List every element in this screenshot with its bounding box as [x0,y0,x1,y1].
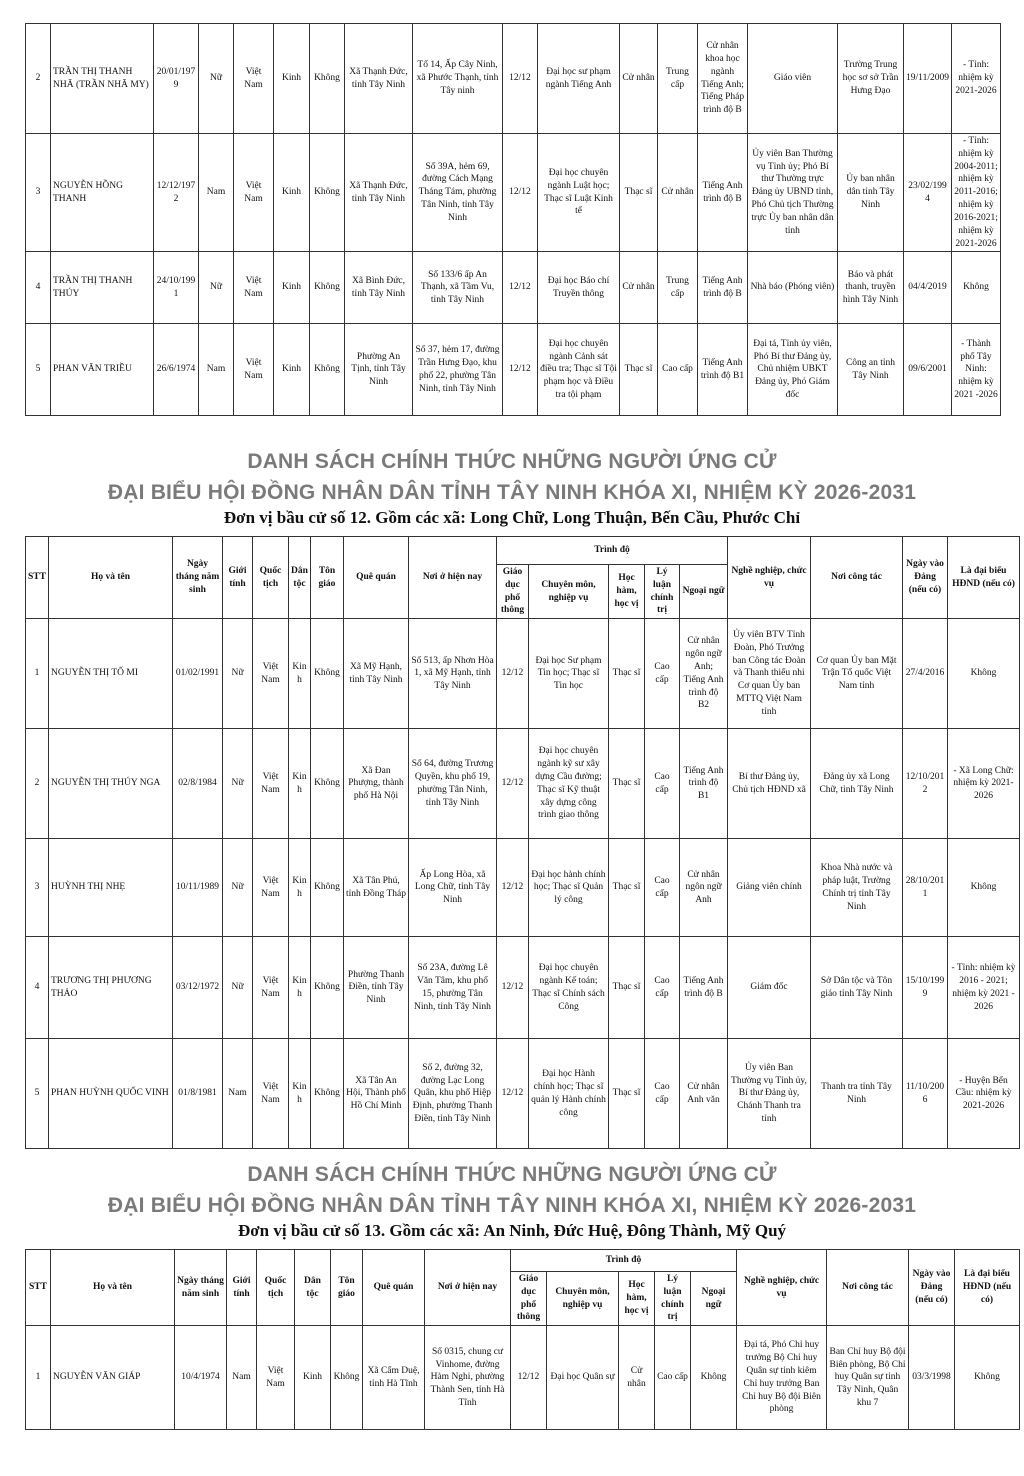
cell: - Huyện Bến Cầu: nhiệm kỳ 2021-2026 [948,1039,1020,1149]
cell: Nữ [199,252,234,324]
cell: Kinh [289,1039,311,1149]
cell: Không [948,839,1020,937]
cell: Cao cấp [645,1039,680,1149]
cell: TRẦN THỊ THANH NHÃ (TRẦN NHÃ MY) [51,24,154,134]
header-stt: STT [26,537,49,619]
section-12-title-line-2: ĐẠI BIỂU HỘI ĐỒNG NHÂN DÂN TỈNH TÂY NINH KHÓA XI, NHIỆM KỲ 2026-2031 [107,481,917,504]
header-party: Ngày vào Đảng (nếu có) [903,537,948,619]
header-education: Trình độ [511,1250,737,1272]
cell: Cử nhân [658,134,698,252]
cell: 2 [26,24,51,134]
cell: 12/12 [497,1039,529,1149]
table-row [26,839,1020,937]
table-row [26,937,1020,1039]
cell: Số 23A, đường Lê Văn Tâm, khu phố 15, phường Tân Ninh, tỉnh Tây Ninh [409,937,497,1039]
header-ethnicity: Dân tộc [289,537,311,619]
cell: 1 [26,1326,51,1430]
cell: Kinh [274,324,310,416]
cell: 03/12/1972 [173,937,223,1039]
cell: Cao cấp [645,937,680,1039]
header-delegate: Là đại biểu HĐND (nếu có) [948,537,1020,619]
cell: Việt Nam [234,134,274,252]
header-specialty: Chuyên môn, nghiệp vụ [529,565,609,619]
cell: 12/12 [503,24,538,134]
cell: Ủy viên Ban Thường vụ Tỉnh ủy; Phó Bí thư Thường trực Đảng ủy UBND tỉnh, Phó Chủ tịch Thường trực Ủy ban nhân dân tỉnh [748,134,838,252]
table-row [26,324,1001,416]
header-nationality: Quốc tịch [253,537,289,619]
cell: TRƯƠNG THỊ PHƯƠNG THẢO [49,937,173,1039]
cell: Tiếng Anh trình độ B [698,252,748,324]
header-residence: Nơi ở hiện nay [425,1250,511,1326]
cell: Không [311,937,344,1039]
cell: Việt Nam [253,619,289,729]
cell: Cao cấp [655,1326,691,1430]
cell: Nữ [223,937,253,1039]
header-workplace: Nơi công tác [827,1250,909,1326]
header-nationality: Quốc tịch [257,1250,295,1326]
cell: Đảng ủy xã Long Chữ, tỉnh Tây Ninh [811,729,903,839]
cell: Tiếng Anh trình độ B [698,134,748,252]
cell: Phường An Tịnh, tỉnh Tây Ninh [345,324,413,416]
cell: 24/10/1991 [154,252,199,324]
cell: - Tỉnh: nhiệm kỳ 2016 - 2021; nhiệm kỳ 2021 - 2026 [948,937,1020,1039]
cell: 11/10/2006 [903,1039,948,1149]
cell: Không [310,24,345,134]
cell: 12/12 [497,937,529,1039]
cell: 12/12 [503,252,538,324]
cell: Đại học Báo chí Truyền thông [538,252,620,324]
cell: NGUYỄN THỊ TỐ MI [49,619,173,729]
cell: Thạc sĩ [609,937,645,1039]
cell: Cơ quan Ủy ban Mặt Trận Tổ quốc Việt Nam tỉnh [811,619,903,729]
cell: Không [310,134,345,252]
cell: Việt Nam [234,324,274,416]
header-dob: Ngày tháng năm sinh [175,1250,227,1326]
cell: Cử nhân khoa học ngành Tiếng Anh; Tiếng Pháp trình độ B [698,24,748,134]
cell: Cao cấp [645,619,680,729]
cell: 12/12 [503,324,538,416]
cell: 20/01/1979 [154,24,199,134]
cell: Không [331,1326,363,1430]
cell: 10/11/1989 [173,839,223,937]
cell: 12/12 [497,619,529,729]
cell: Không [311,1039,344,1149]
cell: Thạc sĩ [609,729,645,839]
cell: Không [311,839,344,937]
cell: Thanh tra tỉnh Tây Ninh [811,1039,903,1149]
cell: Số 64, đường Trương Quyền, khu phố 19, phường Tân Ninh, tỉnh Tây Ninh [409,729,497,839]
cell: Số 37, hẻm 17, đường Trần Hưng Đạo, khu phố 22, phường Tân Ninh, tỉnh Tây Ninh [413,324,503,416]
cell: Đại học chuyên ngành Kế toán; Thạc sĩ Chính sách Công [529,937,609,1039]
cell: Tiếng Anh trình độ B1 [680,729,728,839]
cell: Nam [199,324,234,416]
cell: Không [952,252,1001,324]
cell: Giám đốc [728,937,811,1039]
cell: Sở Dân tộc và Tôn giáo tỉnh Tây Ninh [811,937,903,1039]
header-name: Họ và tên [51,1250,175,1326]
cell: Việt Nam [257,1326,295,1430]
cell: Nam [199,134,234,252]
header-dob: Ngày tháng năm sinh [173,537,223,619]
header-political: Lý luận chính trị [655,1272,691,1326]
cell: PHAN VĂN TRIỀU [51,324,154,416]
cell: 4 [26,937,49,1039]
cell: Việt Nam [253,729,289,839]
header-workplace: Nơi công tác [811,537,903,619]
cell: 1 [26,619,49,729]
cell: Kinh [289,619,311,729]
table-row [26,729,1020,839]
section-12-title-line-1: DANH SÁCH CHÍNH THỨC NHỮNG NGƯỜI ỨNG CỬ [247,450,777,473]
cell: Đại học chuyên ngành kỹ sư xây dựng Cầu đường; Thạc sĩ Kỹ thuật xây dựng công trình giao thông [529,729,609,839]
table-row [26,1326,1020,1430]
cell: Cao cấp [645,839,680,937]
cell: - Xã Long Chữ: nhiệm kỳ 2021-2026 [948,729,1020,839]
cell: 4 [26,252,51,324]
header-language: Ngoại ngữ [691,1272,737,1326]
header-specialty: Chuyên môn, nghiệp vụ [547,1272,619,1326]
cell: 26/6/1974 [154,324,199,416]
cell: 5 [26,1039,49,1149]
header-political: Lý luận chính trị [645,565,680,619]
cell: Kinh [274,252,310,324]
header-hometown: Quê quán [363,1250,425,1326]
cell: Số 133/6 ấp An Thạnh, xã Tầm Vu, tỉnh Tây Ninh [413,252,503,324]
cell: Thạc sĩ [609,1039,645,1149]
cell: Kinh [289,937,311,1039]
cell: Ủy ban nhân dân tỉnh Tây Ninh [838,134,904,252]
cell: 12/12 [511,1326,547,1430]
cell: Cử nhân [620,252,658,324]
cell: Số 39A, hẻm 69, đường Cách Mạng Tháng Tám, phường Tân Ninh, tỉnh Tây Ninh [413,134,503,252]
cell: Kinh [289,729,311,839]
cell: Trung cấp [658,24,698,134]
cell: 2 [26,729,49,839]
cell: Số 0315, chung cư Vinhome, đường Hàm Nghi, phường Thành Sen, tỉnh Hà Tĩnh [425,1326,511,1430]
cell: Ủy viên BTV Tỉnh Đoàn, Phó Trưởng ban Công tác Đoàn và Thanh thiếu nhi Cơ quan Ủy ban MTTQ Việt Nam tỉnh [728,619,811,729]
cell: Xã Thạnh Đức, tỉnh Tây Ninh [345,24,413,134]
cell: Thạc sĩ [620,134,658,252]
cell: Đại tá, Tỉnh ủy viên, Phó Bí thư Đảng ủy, Chủ nhiệm UBKT Đảng ủy, Phó Giám đốc [748,324,838,416]
header-job: Nghề nghiệp, chức vụ [728,537,811,619]
cell: Việt Nam [253,937,289,1039]
cell: Xã Tân An Hội, Thành phố Hồ Chí Minh [344,1039,409,1149]
cell: Giáo viên [748,24,838,134]
header-degree: Học hàm, học vị [609,565,645,619]
header-gender: Giới tính [227,1250,257,1326]
cell: Xã Mỹ Hạnh, tỉnh Tây Ninh [344,619,409,729]
header-row [26,537,1020,565]
cell: Cử nhân ngôn ngữ Anh; Tiếng Anh trình độ B2 [680,619,728,729]
cell: 12/12/1972 [154,134,199,252]
header-gender: Giới tính [223,537,253,619]
cell: Tiếng Anh trình độ B1 [698,324,748,416]
cell: 10/4/1974 [175,1326,227,1430]
cell: Đại học Hành chính học; Thạc sĩ quản lý Hành chính công [529,1039,609,1149]
header-education: Trình độ [497,537,728,565]
cell: Không [955,1326,1020,1430]
cell: 23/02/1994 [904,134,952,252]
header-residence: Nơi ở hiện nay [409,537,497,619]
cell: Số 2, đường 32, đường Lạc Long Quân, khu phố Hiệp Định, phường Thanh Điền, tỉnh Tây Ninh [409,1039,497,1149]
cell: Đại học hành chính học; Thạc sĩ Quản lý công [529,839,609,937]
cell: 12/10/2012 [903,729,948,839]
cell: Việt Nam [234,252,274,324]
cell: Nhà báo (Phóng viên) [748,252,838,324]
cell: Việt Nam [253,839,289,937]
cell: Cử nhân Anh văn [680,1039,728,1149]
cell: 27/4/2016 [903,619,948,729]
cell: Nữ [199,24,234,134]
cell: Xã Tân Phú, tỉnh Đồng Tháp [344,839,409,937]
cell: Khoa Nhà nước và pháp luật, Trường Chính trị tỉnh Tây Ninh [811,839,903,937]
header-row [26,1250,1020,1272]
cell: 5 [26,324,51,416]
cell: - Thành phố Tây Ninh: nhiệm kỳ 2021 -2026 [952,324,1001,416]
cell: Nam [227,1326,257,1430]
cell: Bí thư Đảng ủy, Chủ tịch HĐND xã [728,729,811,839]
cell: Ấp Long Hòa, xã Long Chữ, tỉnh Tây Ninh [409,839,497,937]
cell: 01/02/1991 [173,619,223,729]
candidates-table-section-12 [25,536,1020,1149]
cell: Cử nhân ngôn ngữ Anh [680,839,728,937]
header-religion: Tôn giáo [311,537,344,619]
cell: Đại học Quân sự [547,1326,619,1430]
cell: Kinh [274,24,310,134]
cell: Ủy viên Ban Thường vụ Tỉnh ủy, Bí thư Đảng ủy, Chánh Thanh tra tỉnh [728,1039,811,1149]
cell: 15/10/1999 [903,937,948,1039]
table-row [26,24,1001,134]
cell: 03/3/1998 [909,1326,955,1430]
cell: Tiếng Anh trình độ B [680,937,728,1039]
cell: Kinh [274,134,310,252]
cell: Đại học chuyên ngành Luật học; Thạc sĩ Luật Kinh tế [538,134,620,252]
header-stt: STT [26,1250,51,1326]
cell: Số 513, ấp Nhơn Hòa 1, xã Mỹ Hạnh, tỉnh Tây Ninh [409,619,497,729]
cell: Không [691,1326,737,1430]
cell: Kinh [289,839,311,937]
header-hometown: Quê quán [344,537,409,619]
cell: 12/12 [497,839,529,937]
cell: Đại học sư phạm ngành Tiếng Anh [538,24,620,134]
cell: 12/12 [503,134,538,252]
cell: Thạc sĩ [620,324,658,416]
table-row [26,1039,1020,1149]
cell: Giảng viên chính [728,839,811,937]
cell: Việt Nam [253,1039,289,1149]
cell: Đại học chuyên ngành Cảnh sát điều tra; Thạc sĩ Tội phạm học và Điều tra tội phạm [538,324,620,416]
cell: Xã Đan Phượng, thành phố Hà Nội [344,729,409,839]
cell: - Tỉnh: nhiệm kỳ 2021-2026 [952,24,1001,134]
candidates-table-section-13 [25,1249,1020,1430]
cell: NGUYỄN VĂN GIÁP [51,1326,175,1430]
cell: 01/8/1981 [173,1039,223,1149]
header-ethnicity: Dân tộc [295,1250,331,1326]
cell: 12/12 [497,729,529,839]
cell: - Tỉnh: nhiệm kỳ 2004-2011; nhiệm kỳ 2011-2016; nhiệm kỳ 2016-2021; nhiệm kỳ 2021-2026 [952,134,1001,252]
cell: 3 [26,134,51,252]
cell: Xã Thạnh Đức, tỉnh Tây Ninh [345,134,413,252]
cell: NGUYỄN THỊ THÚY NGA [49,729,173,839]
section-13-title-line-2: ĐẠI BIỂU HỘI ĐỒNG NHÂN DÂN TỈNH TÂY NINH KHÓA XI, NHIỆM KỲ 2026-2031 [107,1194,917,1217]
cell: NGUYỄN HỒNG THANH [51,134,154,252]
cell: Nam [223,1039,253,1149]
cell: Tổ 14, Ấp Cây Ninh, xã Phước Thạnh, tỉnh Tây ninh [413,24,503,134]
section-13-title-line-1: DANH SÁCH CHÍNH THỨC NHỮNG NGƯỜI ỨNG CỬ [247,1163,777,1186]
cell: TRẦN THỊ THANH THÚY [51,252,154,324]
cell: 09/6/2001 [904,324,952,416]
cell: Việt Nam [234,24,274,134]
cell: Nữ [223,839,253,937]
cell: Xã Bình Đức, tỉnh Tây Ninh [345,252,413,324]
cell: Công an tỉnh Tây Ninh [838,324,904,416]
table-row [26,134,1001,252]
cell: Cử nhân [620,24,658,134]
table-row [26,252,1001,324]
cell: Báo và phát thanh, truyền hình Tây Ninh [838,252,904,324]
cell: Đại học Sư phạm Tin học; Thạc sĩ Tin học [529,619,609,729]
header-name: Họ và tên [49,537,173,619]
cell: Không [948,619,1020,729]
header-degree: Học hàm, học vị [619,1272,655,1326]
header-general: Giáo dục phổ thông [497,565,529,619]
cell: Trường Trung học sơ sở Trần Hưng Đạo [838,24,904,134]
table-row [26,619,1020,729]
cell: Thạc sĩ [609,619,645,729]
cell: Cao cấp [645,729,680,839]
cell: 04/4/2019 [904,252,952,324]
cell: Cử nhân [619,1326,655,1430]
cell: Kinh [295,1326,331,1430]
cell: 3 [26,839,49,937]
cell: Không [311,729,344,839]
cell: 19/11/2009 [904,24,952,134]
header-language: Ngoại ngữ [680,565,728,619]
section-12-subtitle: Đơn vị bầu cử số 12. Gồm các xã: Long Chữ, Long Thuận, Bến Cầu, Phước Chỉ [223,508,801,527]
header-job: Nghề nghiệp, chức vụ [737,1250,827,1326]
cell: 02/8/1984 [173,729,223,839]
cell: Nữ [223,619,253,729]
cell: Xã Cẩm Duệ, tỉnh Hà Tĩnh [363,1326,425,1430]
cell: Không [311,619,344,729]
header-party: Ngày vào Đảng (nếu có) [909,1250,955,1326]
cell: PHAN HUỲNH QUỐC VINH [49,1039,173,1149]
cell: HUỲNH THỊ NHẸ [49,839,173,937]
header-delegate: Là đại biểu HĐND (nếu có) [955,1250,1020,1326]
cell: Không [310,324,345,416]
cell: Không [310,252,345,324]
cell: Phường Thanh Điền, tỉnh Tây Ninh [344,937,409,1039]
candidates-table-section-11 [25,23,1001,416]
header-general: Giáo dục phổ thông [511,1272,547,1326]
cell: Thạc sĩ [609,839,645,937]
cell: Nữ [223,729,253,839]
section-13-subtitle: Đơn vị bầu cử số 13. Gồm các xã: An Ninh, Đức Huệ, Đông Thành, Mỹ Quý [237,1221,787,1240]
cell: 28/10/2011 [903,839,948,937]
header-religion: Tôn giáo [331,1250,363,1326]
cell: Trung cấp [658,252,698,324]
cell: Cao cấp [658,324,698,416]
cell: Đại tá, Phó Chỉ huy trưởng Bộ Chỉ huy Quân sự tỉnh kiêm Chỉ huy trưởng Ban Chỉ huy Bộ đội Biên phòng [737,1326,827,1430]
cell: Ban Chỉ huy Bộ đội Biên phòng, Bộ Chỉ huy Quân sự tỉnh Tây Ninh, Quân khu 7 [827,1326,909,1430]
